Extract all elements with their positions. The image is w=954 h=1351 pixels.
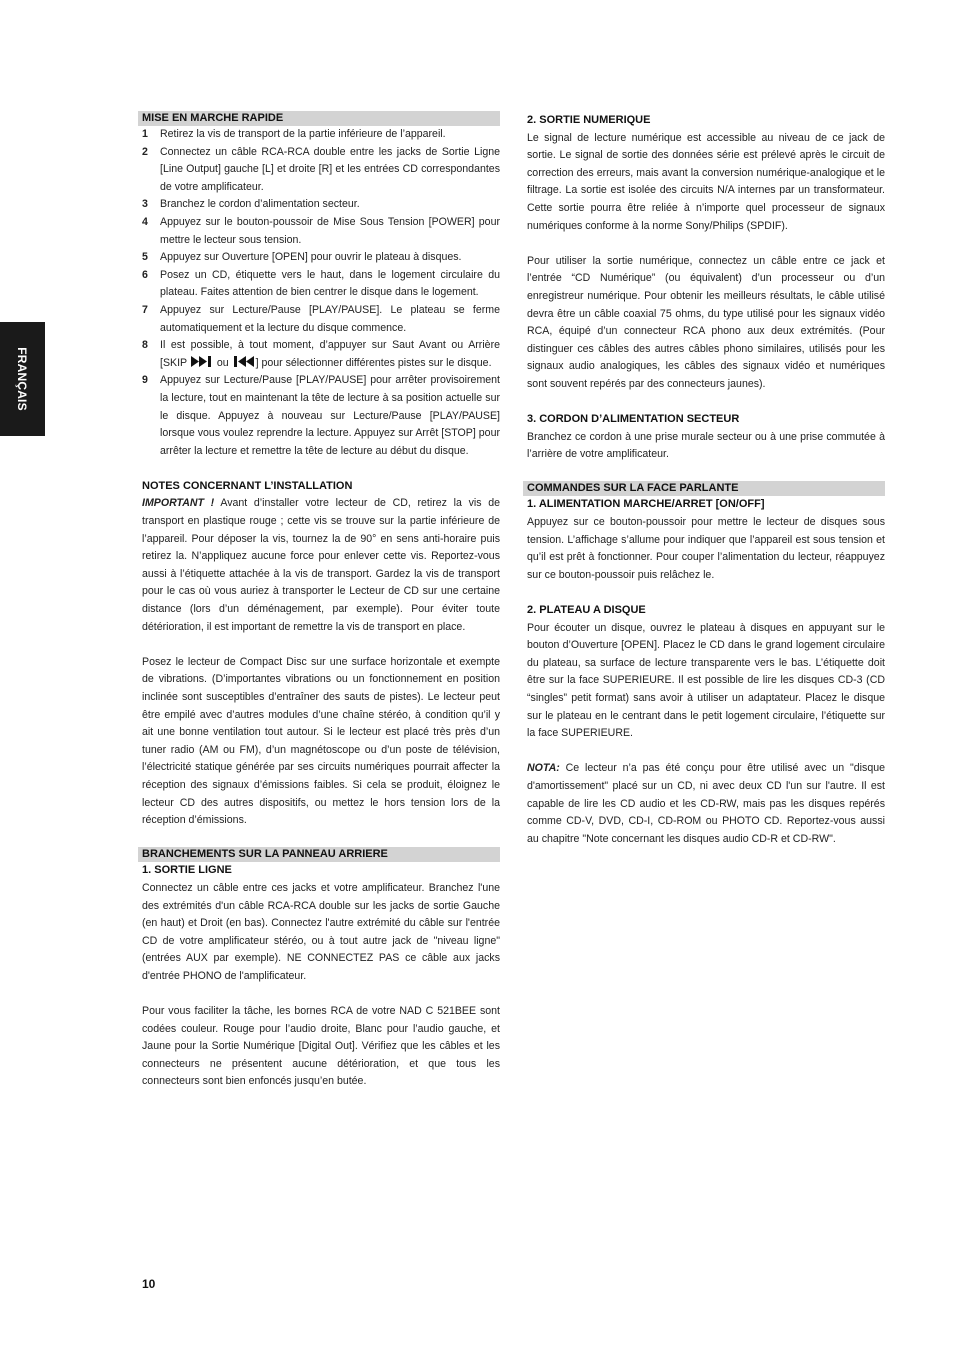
install-notes-para2: Posez le lecteur de Compact Disc sur une surface horizontale et exempte de vibrations. (D’importantes vibrations ou un fonctionnement en position inclinée sont susceptibles d’entraîner des sauts de pistes). Le lecteur peut être empilé avec d’autres modules d’une chaîne stéréo, à condition qu’il y ait une bonne ventilation tout autour. Si le lecteur est placé très près d’un tuner radio (AM ou FM), d’un magnétoscope ou d’un poste de télévision, l’électricité statique générée par ses circuits numériques pourrait affecter la réception des signaux d’émissions faibles. Si cela se produit, éloignez le lecteur CD des autres dispositifs, ou mettez le hors tension lors de la réception d’émissions. (142, 655, 500, 827)
line-out-para: Connectez un câble entre ces jacks et votre amplificateur. Branchez l'une des extrémités d'un câble RCA-RCA double sur les jacks de sortie Gauche (en haut) et Droit (en bas). Connectez l'autre extrémité du câble sur l'entrée CD de votre amplificateur stéréo, ou à tout autre jack de "niveau ligne" (entrées AUX par exemple). NE CONNECTEZ PAS ce câble aux jacks d'entrée PHONO de l'amplificateur. (142, 881, 500, 982)
step-item: 5 Appuyez sur Ouverture [OPEN] pour ouvrir le plateau à disques. (142, 251, 462, 264)
install-notes-para1: IMPORTANT ! Avant d’installer votre lecteur de CD, retirez la vis de transport en plastique rouge ; cette vis se trouve sur la partie inférieure de l’appareil. Pour déposer la vis, tournez la de 90° en sens anti-horaire puis retirez la. N’appliquez aucune force pour enlever cette vis. Reportez-vous aussi à l’étiquette attachée à la vis de transport. Gardez la vis de transport pour le cas où vous auriez à transporter le Lecteur de CD sur une certaine distance (lors d’un déménagement, par exemple). Pour éviter toute détérioration, il est important de remettre la vis de transport en place. (142, 497, 500, 633)
left-column (142, 111, 500, 1091)
power-cord-heading: 3. CORDON D’ALIMENTATION SECTEUR (527, 413, 740, 426)
step-item: 7 Appuyez sur Lecture/Pause [PLAY/PAUSE]. Le plateau se ferme automatiquement et la lecture du disque commence. (142, 303, 500, 334)
rear-panel-heading: BRANCHEMENTS SUR LA PANNEAU ARRIERE (138, 847, 500, 862)
nota-para: NOTA: Ce lecteur n’a pas été conçu pour être utilisé avec un "disque d'amortissement" placé sur un CD, ni avec deux CD l'un sur l'autre. Il est capable de lire les CD audio et les CD-RW, mais pas les disques repérés comme CD-V, DVD, CD-I, CD-ROM ou PHOTO CD. Reportez-vous aussi au chapitre "Note concernant les disques audio CD-R et CD-RW". (527, 762, 886, 845)
step-item: 3 Branchez le cordon d’alimentation secteur. (142, 198, 360, 211)
digital-out-para1: Le signal de lecture numérique est accessible au niveau de ce jack de sortie. Le signal de sortie des données série est prélevé après le circuit de correction des erreurs, mais avant la conversion numérique-analogique et le filtrage. La sortie est isolée des circuits N/A internes par un transformateur. Cette sortie pourra être reliée à n’importe quel processeur de signaux numériques conforme à la norme Sony/Philips (SPDIF). (527, 131, 885, 232)
power-switch-para: Appuyez sur ce bouton-poussoir pour mettre le lecteur de disques sous tension. L’affichage s’allume pour indiquer que l’appareil est sous tension et qu’il est prêt à fonctionner. Pour couper l’alimentation du lecteur, réappuyez sur ce bouton-poussoir puis relâchez le. (527, 516, 885, 581)
power-switch-subheading: 1. ALIMENTATION MARCHE/ARRET [ON/OFF] (527, 498, 765, 511)
skip-forward-icon (190, 356, 214, 367)
step-item: 1 Retirez la vis de transport de la partie inférieure de l’appareil. (142, 128, 446, 140)
digital-out-heading: 2. SORTIE NUMERIQUE (527, 114, 651, 126)
line-out-subheading: 1. SORTIE LIGNE (142, 864, 232, 877)
disc-tray-subheading: 2. PLATEAU A DISQUE (527, 604, 646, 617)
skip-back-icon (232, 356, 256, 367)
digital-out-para2: Pour utiliser la sortie numérique, connectez un câble entre ce jack et l’entrée “CD Numérique” (ou équivalent) d’un processeur ou d’un enregistreur numérique. Pour obtenir les meilleurs résultats, le câble utilisé devra être un câble coaxial 75 ohms, du type utilisé pour les signaux vidéo RCA, équipé d’un connecteur RCA phono aux deux extrémités. (Pour distinguer ces câbles des autres câbles phono similaires, utilisés pour les signaux audio analogiques, les câbles des signaux vidéo et numériques sont souvent repérés par des connecteurs jaunes). (527, 254, 885, 390)
quick-start-steps (142, 126, 500, 460)
install-notes-heading: NOTES CONCERNANT L’INSTALLATION (142, 479, 353, 492)
color-code-para: Pour vous faciliter la tâche, les bornes RCA de votre NAD C 521BEE sont codées couleur. Rouge pour l’audio droite, Blanc pour l’audio gauche, et Jaune pour la Sortie Numérique [Digital Out]. Vérifiez que les câbles et les connecteurs ne présentent aucune détérioration, et que tous les connecteurs sont bien enfoncés jusqu’en butée. (142, 1005, 500, 1088)
power-cord-para: Branchez ce cordon à une prise murale secteur ou à une prise commutée à l’arrière de votre amplificateur. (527, 430, 885, 461)
page-number: 10 (142, 1277, 156, 1291)
disc-tray-para: Pour écouter un disque, ouvrez le plateau à disques en appuyant sur le bouton d’Ouverture [OPEN]. Placez le CD dans le grand logement circulaire du plateau, sa surface de lecture transparente vers le bas. L’étiquette doit être sur la face SUPERIEURE. Il est possible de lire les disques CD-3 (CD “singles” petit format) sans avoir à utiliser un adaptateur. Placez le disque sur le plateau en le centrant dans le petit logement circulaire, l’étiquette sur la face SUPERIEURE. (527, 621, 885, 740)
quick-start-heading: MISE EN MARCHE RAPIDE (138, 111, 500, 126)
step-item: 2 Connectez un câble RCA-RCA double entre les jacks de Sortie Ligne [Line Output] gauche [L] et droite [R] et les entrées CD correspondantes de votre amplificateur. (142, 145, 500, 193)
step-item: 9 Appuyez sur Lecture/Pause [PLAY/PAUSE] pour arrêter provisoirement la lecture, tout en maintenant la tête de lecture à sa position actuelle sur le disque. Appuyez à nouveau sur Lecture/Pause [PLAY/PAUSE] lorsque vous voulez reprendre la lecture. Appuyez sur Arrêt [STOP] pour arrêter la lecture et remettre la tête de lecture au début du disque. (142, 374, 500, 457)
language-side-tab (0, 322, 45, 436)
step-item: 8 Il est possible, à tout moment, d’appuyer sur Saut Avant ou Arrière [SKIP ou ] pour sélectionner différentes pistes sur le disque. (142, 339, 500, 369)
front-panel-heading: COMMANDES SUR LA FACE PARLANTE (523, 481, 885, 496)
step-item: 4 Appuyez sur le bouton-poussoir de Mise Sous Tension [POWER] pour mettre le lecteur sous tension. (142, 215, 500, 246)
step-item: 6 Posez un CD, étiquette vers le haut, dans le logement circulaire du plateau. Faites attention de bien centrer le disque dans le logement. (142, 268, 500, 299)
right-column (527, 112, 885, 848)
language-label: FRANÇAIS (15, 347, 29, 411)
